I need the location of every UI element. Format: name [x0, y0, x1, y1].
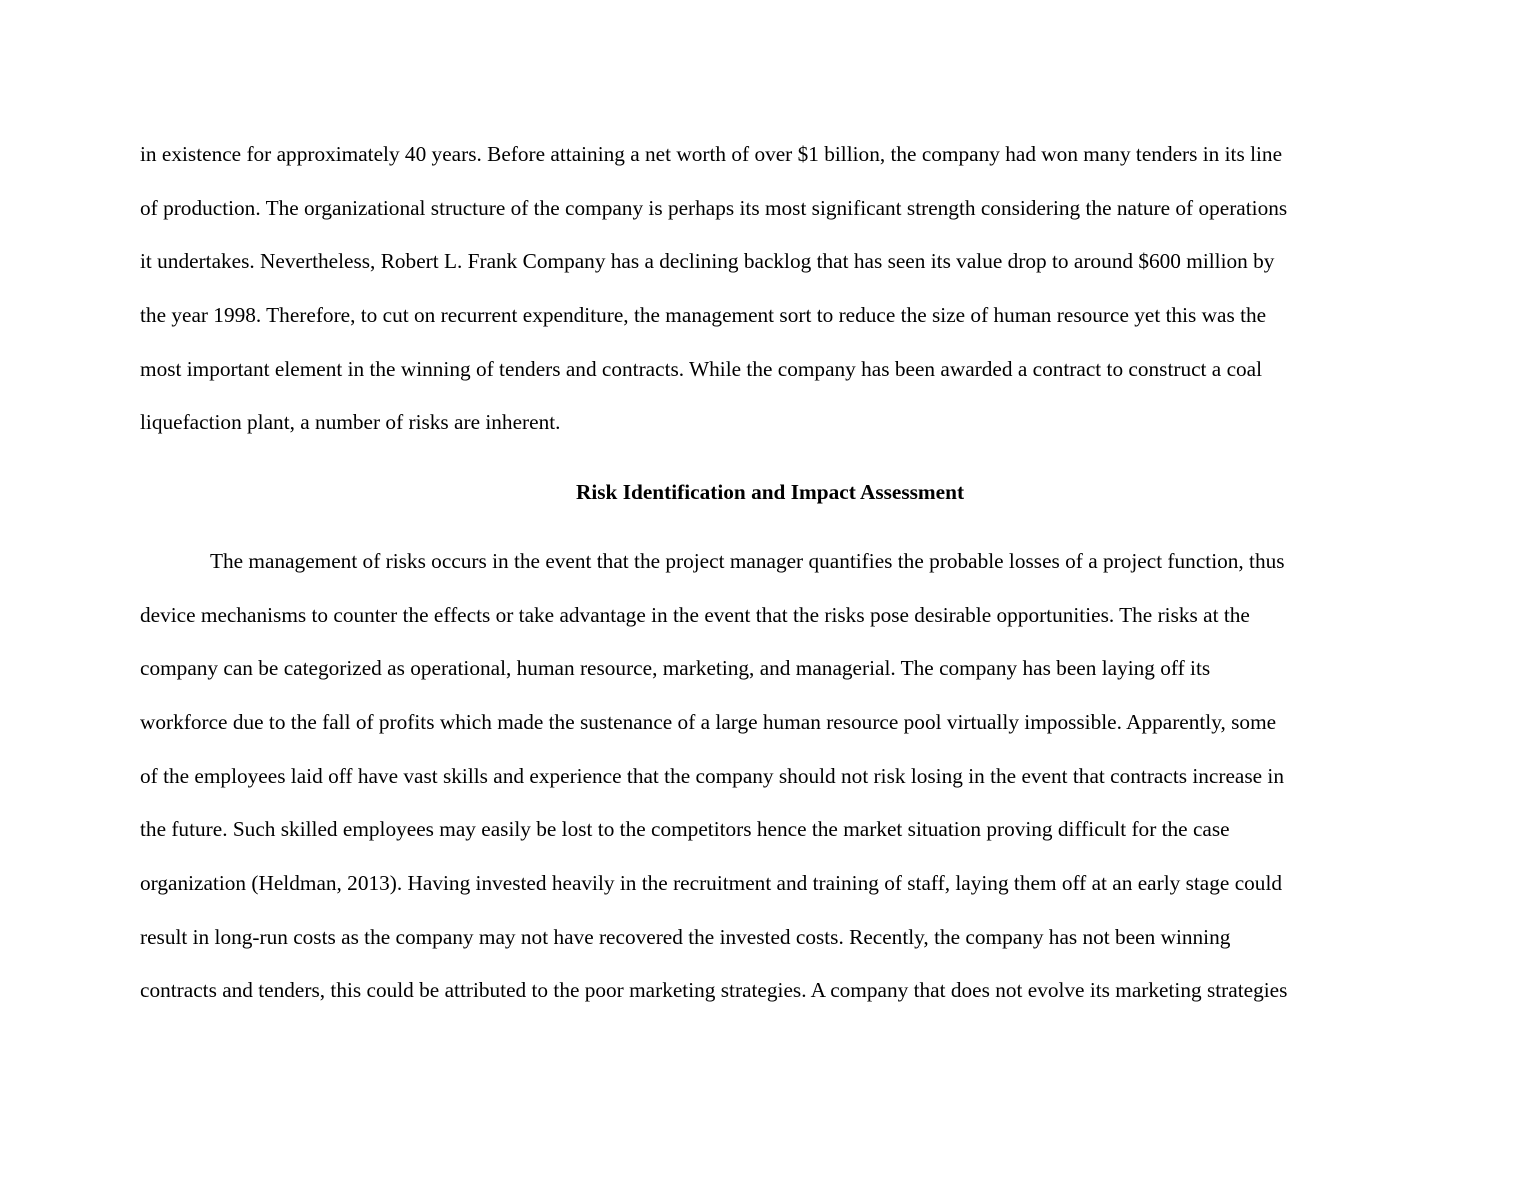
paragraph-line: the future. Such skilled employees may easily be lost to the competitors hence the market situation proving difficult for the case [140, 817, 1230, 841]
paragraph-line: device mechanisms to counter the effects or take advantage in the event that the risks pose desirable opportunities. The risks at the [140, 603, 1250, 627]
paragraph-line: it undertakes. Nevertheless, Robert L. Frank Company has a declining backlog that has seen its value drop to around $600 million by [140, 249, 1275, 273]
paragraph-line: The management of risks occurs in the event that the project manager quantifies the probable losses of a project function, thus [210, 549, 1285, 573]
paragraph-line: of production. The organizational structure of the company is perhaps its most significant strength considering the nature of operations [140, 196, 1288, 220]
paragraph-line: the year 1998. Therefore, to cut on recurrent expenditure, the management sort to reduce the size of human resource yet this was the [140, 303, 1267, 327]
paragraph-line: in existence for approximately 40 years. Before attaining a net worth of over $1 billion, the company had won many tenders in its line [140, 142, 1283, 166]
paragraph-line: most important element in the winning of tenders and contracts. While the company has been awarded a contract to construct a coal [140, 357, 1263, 381]
paragraph-line: company can be categorized as operational, human resource, marketing, and managerial. The company has been laying off its [140, 656, 1211, 680]
paragraph-line: of the employees laid off have vast skills and experience that the company should not risk losing in the event that contracts increase in [140, 764, 1284, 788]
section-heading: Risk Identification and Impact Assessment [575, 480, 965, 504]
paragraph-line: result in long-run costs as the company may not have recovered the invested costs. Recently, the company has not been winning [140, 925, 1231, 949]
paragraph-line: liquefaction plant, a number of risks are inherent. [140, 410, 561, 434]
paragraph-line: organization (Heldman, 2013). Having invested heavily in the recruitment and training of staff, laying them off at an early stage could [140, 871, 1283, 895]
paragraph-line: workforce due to the fall of profits which made the sustenance of a large human resource pool virtually impossible. Apparently, some [140, 710, 1277, 734]
paragraph-line: contracts and tenders, this could be attributed to the poor marketing strategies. A company that does not evolve its marketing strategies [140, 978, 1288, 1002]
